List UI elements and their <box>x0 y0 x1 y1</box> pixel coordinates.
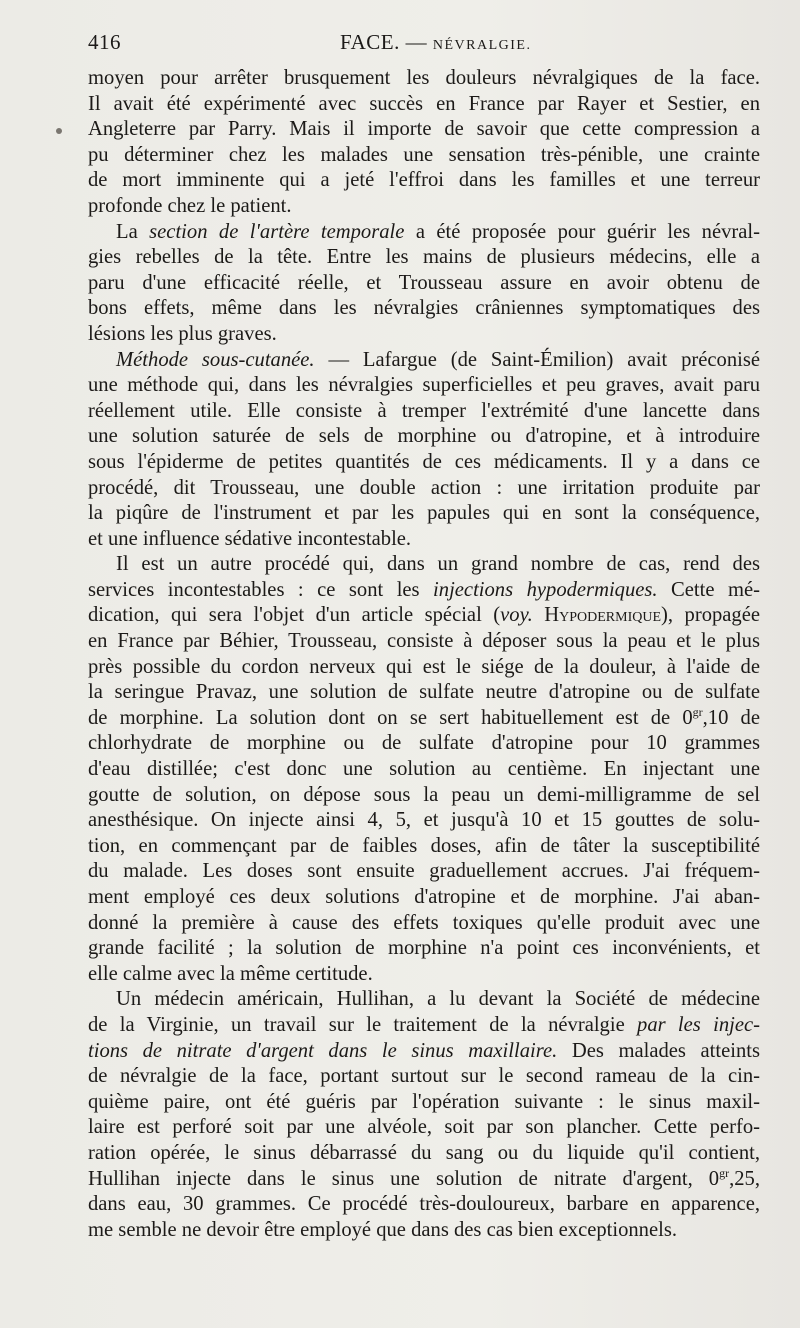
text-line: La section de l'artère temporale a été proposée pour guérir les névral- <box>116 220 760 243</box>
text-line: quième paire, ont été guéris par l'opération suivante : le sinus maxil- <box>88 1090 760 1113</box>
text-line: la piqûre de l'instrument et par les papules qui en sont la conséquence, <box>88 502 760 525</box>
text-line: Angleterre par Parry. Mais il importe de savoir que cette compression a <box>88 118 760 141</box>
text-line: dans eau, 30 grammes. Ce procédé très-douloureux, barbare en apparence, <box>88 1193 760 1216</box>
text-line: Il avait été expérimenté avec succès en France par Rayer et Sestier, en <box>88 92 760 115</box>
paragraph <box>88 987 760 1243</box>
text-line: services incontestables : ce sont les injections hypodermiques. Cette mé- <box>88 578 761 601</box>
text-line: profonde chez le patient. <box>88 194 292 217</box>
text-line: une solution saturée de sels de morphine ou d'atropine, et à introduire <box>88 425 760 448</box>
text-line: en France par Béhier, Trousseau, consiste à déposer sous la peau et le plus <box>88 630 760 653</box>
text-line: la seringue Pravaz, une solution de sulfate neutre d'atropine ou de sulfate <box>88 681 760 704</box>
body-text <box>88 66 760 1243</box>
text-line: de mort imminente qui a jeté l'effroi dans les familles et une terreur <box>88 169 760 192</box>
text-line: du malade. Les doses sont ensuite graduellement accrues. J'ai fréquem- <box>88 860 760 883</box>
paragraph <box>88 348 760 553</box>
text-line: sous l'épiderme de petites quantités de ces médicaments. Il y a dans ce <box>88 450 760 473</box>
text-line: et une influence sédative incontestable. <box>88 527 412 550</box>
text-line: laire est perforé soit par une alvéole, soit par son plancher. Cette perfo- <box>88 1116 760 1139</box>
text-line: ment employé ces deux solutions d'atropine et de morphine. J'ai aban- <box>88 886 760 908</box>
text-line: Hullihan injecte dans le sinus une solution de nitrate d'argent, $0^{gr},25$, <box>88 1165 760 1190</box>
text-line: goutte de solution, on dépose sous la peau un demi-milligramme de sel <box>88 783 760 806</box>
paragraph <box>88 66 760 220</box>
text-line: d'eau distillée; c'est donc une solution au centième. En injectant une <box>88 758 760 781</box>
running-title-dash: — <box>405 30 428 54</box>
text-line: dication, qui sera l'objet d'un article spécial (voy. Hypodermique), propagée <box>88 604 761 627</box>
running-title-main: FACE. <box>340 30 400 54</box>
text-line: ration opérée, le sinus débarrassé du sang ou du liquide qu'il contient, <box>88 1141 760 1164</box>
paragraph <box>88 220 760 348</box>
text-line: procédé, dit Trousseau, une double action : une irritation produite par <box>88 476 760 499</box>
text-line: moyen pour arrêter brusquement les douleurs névralgiques de la face. <box>88 67 760 89</box>
text-line: paru d'une efficacité réelle, et Trousseau assure en avoir obtenu de <box>88 271 760 294</box>
text-line: Il est un autre procédé qui, dans un grand nombre de cas, rend des <box>116 553 760 576</box>
text-line: lésions les plus graves. <box>88 322 277 345</box>
text-line: une méthode qui, dans les névralgies superficielles et peu graves, avait paru <box>88 374 760 397</box>
text-line: tion, en commençant par de faibles doses, afin de tâter la susceptibilité <box>88 834 760 857</box>
running-header <box>88 30 760 66</box>
margin-mark <box>56 128 62 134</box>
text-line: de névralgie de la face, portant surtout sur le second rameau de la cin- <box>88 1065 760 1088</box>
text-line: Un médecin américain, Hullihan, a lu devant la Société de médecine <box>116 988 760 1011</box>
text-line: tions de nitrate d'argent dans le sinus maxillaire. Des malades atteints <box>88 1039 760 1062</box>
running-title <box>340 30 531 55</box>
paragraph <box>88 552 760 987</box>
text-line: chlorhydrate de morphine ou de sulfate d'atropine pour 10 grammes <box>88 732 760 755</box>
text-line: elle calme avec la même certitude. <box>88 962 373 985</box>
text-line: de morphine. La solution dont on se sert habituellement est de $0^{gr},10$ de <box>88 704 760 729</box>
text-line: pu déterminer chez les malades une sensation très-pénible, une crainte <box>88 143 760 166</box>
page-number: 416 <box>88 30 121 54</box>
running-title-sub: NÉVRALGIE. <box>432 38 532 53</box>
text-line: me semble ne devoir être employé que dans des cas bien exceptionnels. <box>88 1218 678 1241</box>
text-line: réellement utile. Elle consiste à tremper l'extrémité d'une lancette dans <box>88 399 760 422</box>
text-line: anesthésique. On injecte ainsi 4, 5, et jusqu'à 10 et 15 gouttes de solu- <box>88 809 760 832</box>
text-line: donné la première à cause des effets toxiques qu'elle produit avec une <box>88 911 760 934</box>
text-line: bons effets, même dans les névralgies crâniennes symptomatiques des <box>88 297 760 320</box>
text-line: près possible du cordon nerveux qui est le siége de la douleur, à l'aide de <box>88 655 760 678</box>
text-line: gies rebelles de la tête. Entre les mains de plusieurs médecins, elle a <box>88 246 760 269</box>
text-line: de la Virginie, un travail sur le traitement de la névralgie par les injec- <box>88 1013 760 1036</box>
text-line: Méthode sous-cutanée. — Lafargue (de Saint-Émilion) avait préconisé <box>116 348 760 371</box>
text-line: grande facilité ; la solution de morphine n'a point ces inconvénients, et <box>88 937 760 960</box>
